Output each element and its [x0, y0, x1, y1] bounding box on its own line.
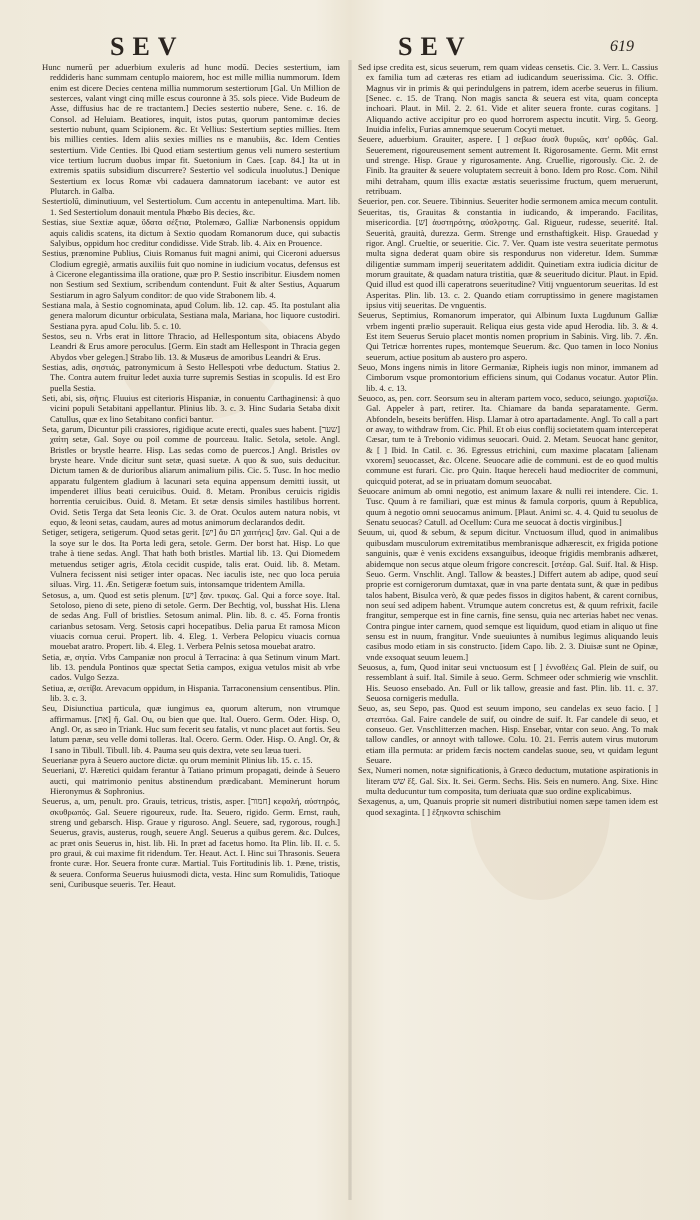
- left-column: [42, 62, 340, 1202]
- dictionary-entry: Seueriani, שׁ. Hæretici quidam ferantur à Tatiano primum propagati, deinde à Seuero aucti, qui matrimonio penitus abstinendum prædicabant. Meminerunt horum Hieronymus & Sophronius.: [42, 765, 340, 797]
- dictionary-entry: Seuo, as, seu Sepo, pas. Quod est seuum impono, seu candelas ex seuo facio. [ ] στεατόω. Gal. Faire candele de suif, ou oindre de suif. It. Far candele di seuo, et conseuo. Ger. Vnschlitterzen machen. Hisp. Ensebar, vntar con seuo. Ang. To mak tallow candles, or annoyt with tallowe. Colu. 10. 21. Ferris autem virus mutorum etiam illa permuta: ar pridem fæcis noctem candelas suoue, seu, vt quidam legunt Seuare.: [358, 703, 658, 766]
- dictionary-entry: Seti, abi, sis, σῆτις. Fluuius est citerioris Hispaniæ, in conuentu Carthaginensi: à quo vicini populi Setabitani appellantur. Plinius lib. 3. c. 3. Hinc Sudaria Setaba dixit Catullus, quæ ex lino Setabitano confici bantur.: [42, 393, 340, 424]
- page-number: 619: [610, 38, 634, 55]
- dictionary-entry: Sed ipse credita est, sicus seuerum, rem quam videas censetis. Cic. 3. Verr. L. Cassius ex familia tum ad cæteras res etiam ad iudicandum seuerissima. Cic. 3. Offic. Magnus vir in primis & qui perindulgens in patrem, idem acerbe seuerus in filium. [Senec. c. 15. de Tranq. Non magis sancta & seuera est vita, quam concepta inchoari. Plaut. in Mil. 2. 2. 61. Vide et aliter seuera fronte. curas cogitans. ] Aliquando active accipitur pro eo quod horrorem aspectu incutit. Virg. 5. Georg. Inuidia infelix, Furias amnemque seuerum Cocyti metuet.: [358, 62, 658, 135]
- dictionary-entry: Seuoco, as, pen. corr. Seorsum seu in alteram partem voco, seduco, seiungo. χωρισίζω. Gal. Appeler à part, retirer. Ita. Chiamare da banda separatamente. Germ. Abfondeln, beseits berüffen. Hisp. Llamar à otro apartadamente. Angl. To call a part or away, to withdraw from. Cic. Phil. Et ob eius conflij societatem quam interceperat Cæsar, tum te à Trebonio vidimus seuocari. Ouid. 2. Metam. Seuocat hanc genitor, & [ ] Ibid. In Catil. c. 36. Egressus etrichini, cum maxime placatam [alienam vxorem] seuocasset, &c. Olcene. Seuocare adie de communi. est de eo quod multis commune est furari. Cic. pro Quin. Itaque hereceli haud mediocriter de communi, quicquid poterat, ad se in priuatam domum seuocabat.: [358, 393, 658, 486]
- dictionary-entry: Sestius, prænomine Publius, Ciuis Romanus fuit magni animi, qui Ciceroni aduersus Clodium egregiè, armatis auxiliis fuit quo nomine in iudicium vocatus, defensus est à Cicerone elegantissima illa oratione, quæ pro P. Sestio inscribitur. Eiusdem nomen non Sestium sed Sextium, scribendum contendunt. Fuit & alter Sestius, Aquarum Sestiarum in agro Salyum conditor: de quo vide Strabonem lib. 4.: [42, 248, 340, 300]
- running-head-right: SEV: [398, 32, 473, 61]
- dictionary-entry: Seueritas, tis, Grauitas & constantia in iudicando, & imperando. Facilitas, misericordia. [שׁ] ἀυστηρότης, αὐσλροτης. Gal. Rigueur, rudesse, seuerité. Ital. Seuerità, grauità, durezza. Germ. Strenge und ernsthaftigkeit. Hisp. Grauedad y rigor. Angl. Crueltie, or seueritie. Cic. 7. Ver. Quam iste vestra seueritate permotus multa signa dederat quam obire sis respondurus non videretur. Idem. Summæ diligentiæ summam imperij seueritatem addidit. Quinetiam extra iudicia dicitur de morum grauitate, & quadam natura tristitia, quæ & seueritudo dicitur. Plaut. in Epid. Quid illud est quod illi caperatrons seueritudine? Vitij vnguentorum seueritas. Id est Asperitas. Plin. lib. 13. c. 2. Quando etiam corruptissimo in genere magistamen ipsius vitij seueritas. De vnguentis.: [358, 206, 658, 310]
- dictionary-entry: Hunc numerū per aduerbium exuleris ad hunc modū. Decies sestertium, iam reddideris hanc summam centuplo maiorem, hoc est mille millia nummorum. Idem enim est dicere Decies centena millia nummorum sestertiorum [Gal. Un Million de sesterces, valant vingt cinq mille escus couronne à 35. sols piece. Vide Budeum de Asse, diffusius hac de re tractantem.] Decies sestertio nubere, Sene. c. 16. de Consol. ad Heluiam. Beatiores, inquit, istos putas, quorum pantomimæ decies sestertio nubunt, quam Scipionem. &c. Et Vellius: Sestertium septies millies. Item bis millies centies. Idem aliis sexies millies ns e manubiis, &c. Idem Centies sestertium. Vide Centies. Ibi Quod etiam sestertium genus veli numero sestertium vice tertium lucrum duobus impar fit. Suetonium in Caes. [cap. 84.] Ita ut in extremis spatiis subsidium discurrere? Sestertio vel sodicula inuolutus.] Denique Sestertium ex locus Romæ vbi cadauera damnatorum iacebant: ve autor est Plutarch. in Galba.: [42, 62, 340, 197]
- dictionary-entry: Sestias, adis, σηστιάς, patronymicum à Sesto Hellespoti vrbe deductum. Statius 2. The. Contra autem fruitur ledet auxia turre supremis Sestias in scopulis. Id est Ero puella Sestia.: [42, 361, 340, 393]
- dictionary-entry: Setosus, a, um. Quod est setis plenum. [יש] ξαν. τρικας. Gal. Qui a force soye. Ital. Setoloso, pieno di sete, pieno di setole. Germ. Der Bechtig, vol, busshat His. Llena de sedas Ang. Full of bristlies. Setosum animal. Plin. lib. 8. c. 45. Forna frontis carianbus setosam. Verg. Setosis capri hocepatibus. Delia parua Et ramosa Micon viuacis cornua cerui. Propert. lib. 4. Eleg. 1. Verbera Pelopicu viuacis cornua mouebat aratro. Propert. lib. 4. Eleg. 1. Verbera Pelnis setosa mouebat aratro.: [42, 589, 340, 652]
- running-header: [0, 28, 700, 64]
- dictionary-entry: Seuum, ui, quod & sebum, & sepum dicitur. Vnctuosum illud, quod in animalibus quibusdam musculorum extremitatibus membranisque adhærescit, ex frigida potione sanguinis, quæ è venis excidens exsanguibus, ideoque frigidis membranis adhæret, abidemque non secus atque oleum frigore concrescit. [στέαρ. Gal. Suif. Ital. & Hisp. Seuo. Germ. Vnschlit. Angl. Tallow & beastes.] Differt autem ab adipe, quod seuí proprie est cornigerorum dumtaxat, quæ in vna parte dentata sunt, & quæ in pedibus talos habent, Bisulca verò, & quæ pedes fissos in digitos habent, & carent cornibus, non seuí sed adipem habent. Vtrumque autem concretus est, & quum refrixit, facile frangitur, semperque est in fine carnis, fine sensu, quia nec arterias habet nec venas. Contra pingue inter carnem, quod semque est liquidum, quod etiam in aliquo ut fine sensu est in nuum, frangitur. Vnde sueuiuntes à numibus legimus aliquando leuis casibus modo etiam in sis constructo. [idem Capo. lib. 2. 3. Diuisæ sunt ne Opinæ, vnde exsoquat seuum leuem.]: [358, 527, 658, 662]
- dictionary-entry: Seuocare animum ab omni negotio, est animum laxare & nulli rei intendere. Cic. 1. Tusc. Quum à re familiari, quæ est minus & famula corporis, quum à Republica, quum à negotio omni seuocamus animum. [Plaut. Animi sc. 4. 4. Quid tu seuolus de Senatu seuocas? Catull. ad Ocellum: Cura me seuocat à doctis virginibus.]: [358, 486, 658, 528]
- dictionary-entry: Seta, garum, Dicuntur pili crassiores, rigidique acute erecti, quales sues habent. [שער] χαίτη setæ, Gal. Soye ou poil comme de pourceau. Italic. Setola, setole. Angl. Bristles or brystle hearre. Hisp. Las sedas como de puercos.] Angl. Bristles ov bryste heare. Vnde dicitur sunt setæ, quasi suetæ. A quo & suo, suis deducitur. Dictum tamen & de durioribus aliarum animalium pilis. Cic. 5. Tusc. In hoc medio apparatu fulgentem gladium à lacunari seta equina appensum demitti iussit, ut impenderet illius beati ceruicibus. Ouid. 8. Metam. Pronibus ceruicis rigidis horrentia ceruicibus. Ouid. 8. Metam. Et setæ densis similes hastilibus horrent. Ovid. Setis Terga dat Seta leonis Cic. 3. de Orat. Oculos autem natura nobis, vt equo, & leoni setas, caudam, aures ad motus animorum declarandos dedit.: [42, 424, 340, 528]
- dictionary-entry: Sex, Numeri nomen, notæ significationis, à Græco deductum, mutatione aspirationis in literam שׁשׁ ἕξ. Gal. Six. It. Sei. Germ. Sechs. His. Seis en numero. Ang. Sixe. Hinc multa deducuntur tum composita, tum deriuata quæ suo ordine explicabimus.: [358, 765, 658, 797]
- right-column: [358, 62, 658, 1202]
- dictionary-entry: Seuo, Mons ingens nimis in litore Germaniæ, Ripheis iugis non minor, immanem ad Cimborum vsque promontorium efficiens sinum, qui Codanus vocatur. Autor Plin. lib. 4. c. 13.: [358, 361, 658, 393]
- running-head-left: SEV: [110, 32, 185, 61]
- dictionary-entry: Seu, Disiunctiua particula, quæ iungimus ea, quorum alterum, non vtrumque affirmamus. [את] ἤ. Gal. Ou, ou bien que que. Ital. Ouero. Germ. Oder. Hisp. O, Angl. Or, as sæo in Triank. Huc sum fecerit seu fatalis, vt nunc placet aut fortis. Seu latum pænæ, seu velle domi tolleras. Ital. Ocero. Germ. Oder. Hisp. O. Angl. Or, & I sano in Tibull. Tibull. lib. 4. Pauma seu quis dextra, vete seu læua tueri.: [42, 703, 340, 755]
- dictionary-entry: Seuerianæ pyra à Seuero auctore dictæ. qu orum meminit Plinius lib. 15. c. 15.: [42, 755, 313, 766]
- dictionary-entry: Seuerior, pen. cor. Seuere. Tibinnius. Seueriter hodie sermonem amica mecum contulit.: [358, 196, 658, 207]
- column-gutter: [348, 60, 352, 1200]
- dictionary-entry: Sestos, seu n. Vrbs erat in littore Thracio, ad Hellespontum sita, obiacens Abydo Leandri & Erus amore peroculus. [Germ. Ein stadt am Hellespont in Thracia gegen Abydos vber gelegen.] Strabo lib. 13. & Musæus de amoribus Leandri & Erus.: [42, 330, 340, 362]
- dictionary-entry: Sestertiolū, diminutiuum, vel Sestertiolum. Cum accentu in antepenultima. Mart. lib. 1. Sed Sestertiolum donauit mentula Phœbo Bis decies, &c.: [42, 196, 340, 217]
- dictionary-entry: Setiger, setigera, setigerum. Quod setas gerit. [יש] ἄυ הם χαιτήεις] ξαν. Gal. Qui a de la soye sur le dos. Ita Porta ledi gera, setole. Germ. Der borst hat. Hisp. Lo que trahe à tiene sedas. Angl. That hath both bristles. Martial lib. 13. Qui Diomedem metuendus setiger agris, Ætola cecidit cuspide, talis erat. Ouid. lib. 8. Metam. Vulnera fecissent nisi setiger inter opacas. Nec iaculis iste, nec quo loca peruia siluas. Virg. 11. Æn. Setigeræ foetum suis, intonsamque tridentem Amilla.: [42, 527, 340, 590]
- dictionary-entry: Seuere, aduerbium. Grauiter, aspere. [ ] σεβωσ ἀυσλ θυριῶς, κατ' ορθῶς. Gal. Seuerement, rigoureusement sement autrement It. Rigorosamente. Germ. Mit ernst und strenge. Hisp. Graue y rigurosamente. Ang. Cruellie, rigorously. Cic. 2. de Finib. Ita grauiter & seuere voluptatem secreuit à bono. Idem pro Rosc. Com. Nihil mihi detraham, quum illis exactæ æstatis seuerissime fructum, quem meruerunt, retribuam.: [358, 134, 658, 197]
- dictionary-entry: Seuosus, a, fum, Quod initar seui vnctuosum est [ ] ἐννοθέεις Gal. Plein de suif, ou ressemblant à suif. Ital. Simile à seuo. Germ. Schmeer oder schmierig wie vnschlit. His. Seuoso ensebado. An. Full or lik tallow, greasie and fast. Plin. lib. 11. c. 37. Seuosa cornigeris medulla.: [358, 661, 658, 703]
- dictionary-entry: Setiua, æ, σετίβα. Arevacum oppidum, in Hispania. Tarraconensium censentibus. Plin. lib. 3. c. 3.: [42, 682, 340, 703]
- dictionary-entry: Sexagenus, a, um, Quanuis proprie sit numeri distributiui nomen sæpe tamen idem est quod sexaginta. [ ] ἑξηκοντα schischim: [358, 796, 658, 817]
- dictionary-entry: Setia, æ, σητία. Vrbs Campaniæ non procul à Terracina: à qua Setinum vinum Mart. lib. 13. pendula Pontinos quæ spectat Setia campos, exigua vetulos misit ab vrbe cados. Vulgo Sezza.: [42, 651, 340, 683]
- dictionary-entry: Seuerus, a, um, penult. pro. Grauis, tetricus, tristis, asper. [חמור] κεφαλή, αὐστηρός, σκυθρωπός. Gal. Seuere rigoureux, rude. Ita. Seuero, rigido. Germ. Ernst, rauh, streng und gebarsch. Hisp. Graue y riguroso. Angl. Seuere, sad, rygorous, rough.] Seuerus, gravis, austerus, rough, seuere Angl. Seuerus a quibus gerem. &c. Dulces, ac præt onis Seuerus in, hist. lib. Hi. In præt ad facetus homo. Ita Plin. lib. II. c. 5. pro graui, & cui maxime fit ridendum. Ter. Heaut. Act. I. Hinc sui Thrasonis. Seuera fronte curæ. Hor. Seuera fronte curæ. Martial. Tuis Fortitudinis lib. 1. Pæne, tristis, & seuera. Conforma Seuerus huiusmodi dicta, vesta. Hinc sum Romulidis, Tatioque seni, Curibusque seueris. Ter. Heaut.: [42, 796, 340, 890]
- dictionary-entry: Sestias, siue Sextiæ aquæ, ὕδατα σέξτια, Ptolemæo, Galliæ Narbonensis oppidum aquis calidis scatens, ita dictum à Sextio quodam Romanorum duce, qui subactis Salyibus, oppidum hoc creditur condidisse. Vide Strab. lib. 4. Aix en Prouence.: [42, 217, 340, 248]
- dictionary-entry: Sestiana mala, à Sestio cognominata, apud Colum. lib. 12. cap. 45. Ita postulant alia genera malorum dicuntur orbiculata, Sestiana mala, Mariana, hoc liquore custodiri. Sestiana pyra. apud Colu. lib. 5. c. 10.: [42, 299, 340, 331]
- dictionary-entry: Seuerus, Septimius, Romanorum imperator, qui Albinum Iuxta Lugdunum Galliæ vrbem ingenti prælio superauit. Reliqua eius gesta vide apud Herodia. lib. 3. & 4. Est item Seuerus Seruio placet montis nomen proprium in Sabinis. Virg. lib. 7. Æn. Qui Tetricæ horrentes rupes, montemque Seuerum. &c. Quo tamen in loco Nonius seuerum, actiue positum ab austero pro aspero.: [358, 310, 658, 362]
